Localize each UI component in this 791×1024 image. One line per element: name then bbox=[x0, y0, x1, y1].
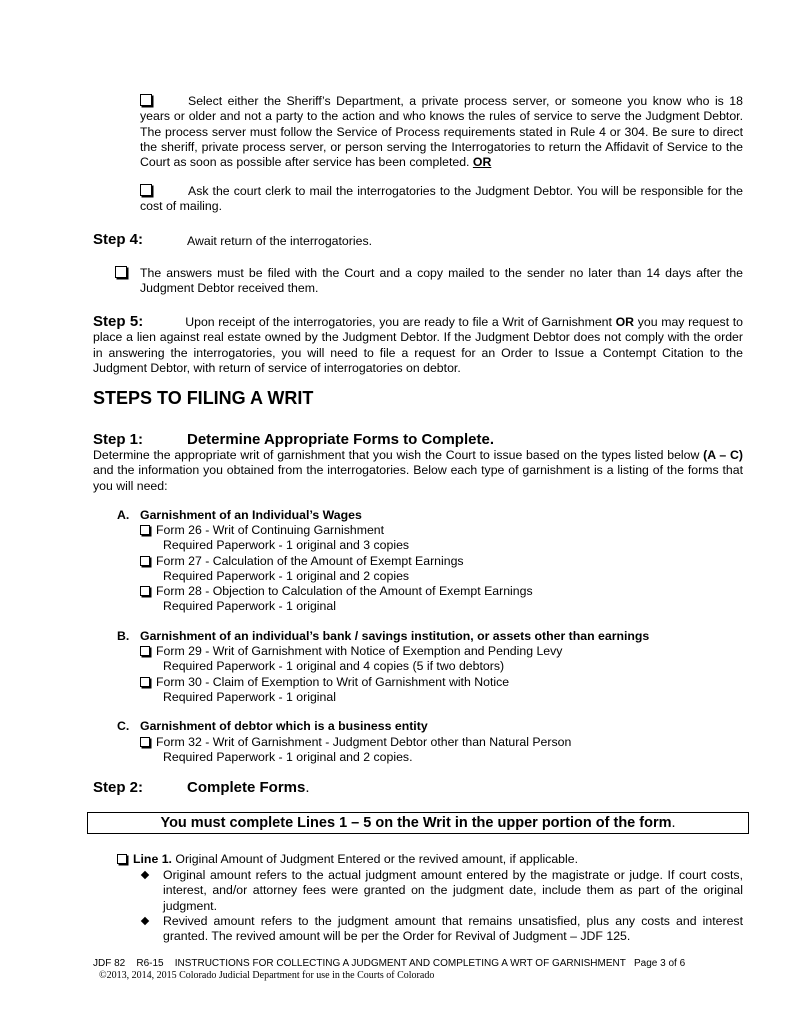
footer-copyright: ©2013, 2014, 2015 Colorado Judicial Department for use in the Courts of Colorado bbox=[99, 970, 435, 981]
line1-label: Line 1. bbox=[133, 852, 172, 866]
list-item: Form 27 - Calculation of the Amount of Exempt Earnings bbox=[140, 554, 533, 569]
diamond-bullet-icon bbox=[141, 917, 149, 925]
step2: Step 2: Complete Forms. bbox=[93, 779, 310, 796]
checkbox-icon[interactable] bbox=[140, 184, 152, 196]
footer-form-id: JDF 82 R6-15 INSTRUCTIONS FOR COLLECTING A JUDGMENT AND COMPLETING A WRT OF GARNISHMENT Page 3 of 6 bbox=[93, 958, 686, 969]
step1-title: Determine Appropriate Forms to Complete. bbox=[187, 431, 494, 448]
line1-bullets bbox=[140, 868, 743, 944]
list-item: Revived amount refers to the judgment amount that remains unsatisfied, plus any costs and interest granted. The revived amount will be per the Order for Revival of Judgment – JDF 125. bbox=[140, 914, 743, 945]
step1 bbox=[93, 432, 743, 448]
checkbox-icon[interactable] bbox=[140, 646, 150, 656]
list-item: Form 29 - Writ of Garnishment with Notice of Exemption and Pending Levy bbox=[140, 644, 562, 659]
step4-text: Await return of the interrogatories. bbox=[187, 234, 373, 248]
option-sheriff-server: Select either the Sheriff’s Department, a private process server, or someone you know who is 18 years or older and not a party to the action and who knows the rules of service to serve the Judgment Debtor. The process server must follow the Service of Process requirements stated in Rule 4 or 304. Be sure to direct the sheriff, private process server, or person serving the Interrogatories to return the Affidavit of Service to the Court as soon as possible after service has been completed. OR bbox=[140, 94, 743, 170]
step2-label: Step 2: bbox=[93, 779, 144, 796]
group-b-title: Garnishment of an individual’s bank / savings institution, or assets other than earnings bbox=[140, 629, 650, 643]
list-item: Form 26 - Writ of Continuing Garnishment bbox=[140, 523, 533, 538]
group-b: B. Garnishment of an individual’s bank / savings institution, or assets other than earnings bbox=[117, 629, 650, 643]
group-c-title: Garnishment of debtor which is a business entity bbox=[140, 719, 428, 733]
group-a: A. Garnishment of an Individual’s Wages bbox=[117, 508, 362, 522]
checkbox-icon[interactable] bbox=[140, 556, 150, 566]
step4-bullet: The answers must be filed with the Court and a copy mailed to the sender no later than 14 days after the Judgment Debtor received them. bbox=[115, 266, 743, 297]
step5-label: Step 5: bbox=[93, 313, 144, 330]
checkbox-icon[interactable] bbox=[140, 525, 150, 535]
checkbox-icon[interactable] bbox=[140, 586, 150, 596]
group-b-items: Form 29 - Writ of Garnishment with Notice of Exemption and Pending Levy Required Paperwork - 1 original and 4 copies (5 if two debtors) Form 30 - Claim of Exemption to Writ of Garnishment with Notice Required Paperwork - 1 original bbox=[140, 644, 562, 705]
list-item: Form 30 - Claim of Exemption to Writ of Garnishment with Notice bbox=[140, 675, 562, 690]
step2-title: Complete Forms bbox=[187, 779, 306, 796]
checkbox-icon[interactable] bbox=[140, 677, 150, 687]
step5: Step 5: Upon receipt of the interrogatories, you are ready to file a Writ of Garnishment OR you may request to place a lien against real estate owned by the Judgment Debtor. If the Judgment Debtor does not comply with the order in answering the interrogatories, you will need to file a request for an Order to Issue a Contempt Citation to the Judgment Debtor, with return of service of interrogatories on debtor. bbox=[93, 313, 744, 375]
checkbox-icon[interactable] bbox=[115, 266, 127, 278]
step4 bbox=[93, 232, 743, 248]
line1: Line 1. Original Amount of Judgment Entered or the revived amount, if applicable. bbox=[117, 852, 578, 867]
list-item: Form 32 - Writ of Garnishment - Judgment Debtor other than Natural Person bbox=[140, 735, 571, 750]
step1-label: Step 1: bbox=[93, 431, 144, 448]
list-item: Original amount refers to the actual judgment amount entered by the magistrate or judge. If court costs, interest, and/or attorney fees were granted on the judgment date, include them as part of the original judgment. bbox=[140, 868, 743, 914]
section-title: STEPS TO FILING A WRIT bbox=[93, 388, 314, 408]
group-c-items: Form 32 - Writ of Garnishment - Judgment Debtor other than Natural Person Required Paperwork - 1 original and 2 copies. bbox=[140, 735, 571, 766]
step1-description: Determine the appropriate writ of garnishment that you wish the Court to issue based on the types listed below (A – C) and the information you obtained from the interrogatories. Below each type of garnishment is a listing of the forms that you will need: bbox=[93, 448, 743, 493]
diamond-bullet-icon bbox=[141, 871, 149, 879]
group-c: C. Garnishment of debtor which is a business entity bbox=[117, 719, 428, 733]
step4-label: Step 4: bbox=[93, 231, 144, 248]
group-a-title: Garnishment of an Individual’s Wages bbox=[140, 508, 362, 522]
group-a-items: Form 26 - Writ of Continuing Garnishment Required Paperwork - 1 original and 3 copies Form 27 - Calculation of the Amount of Exempt Earnings Required Paperwork - 1 original and 2 copies Form 28 - Objection to Calculation of the Amount of Exempt Earnings Required Paperwork - 1 original bbox=[140, 523, 533, 615]
checkbox-icon[interactable] bbox=[117, 854, 127, 864]
lines-notice-box: You must complete Lines 1 – 5 on the Writ in the upper portion of the form. bbox=[87, 812, 749, 834]
list-item: Form 28 - Objection to Calculation of the Amount of Exempt Earnings bbox=[140, 584, 533, 599]
option-clerk-mail: Ask the court clerk to mail the interrogatories to the Judgment Debtor. You will be responsible for the cost of mailing. bbox=[140, 184, 743, 214]
checkbox-icon[interactable] bbox=[140, 737, 150, 747]
checkbox-icon[interactable] bbox=[140, 94, 152, 106]
